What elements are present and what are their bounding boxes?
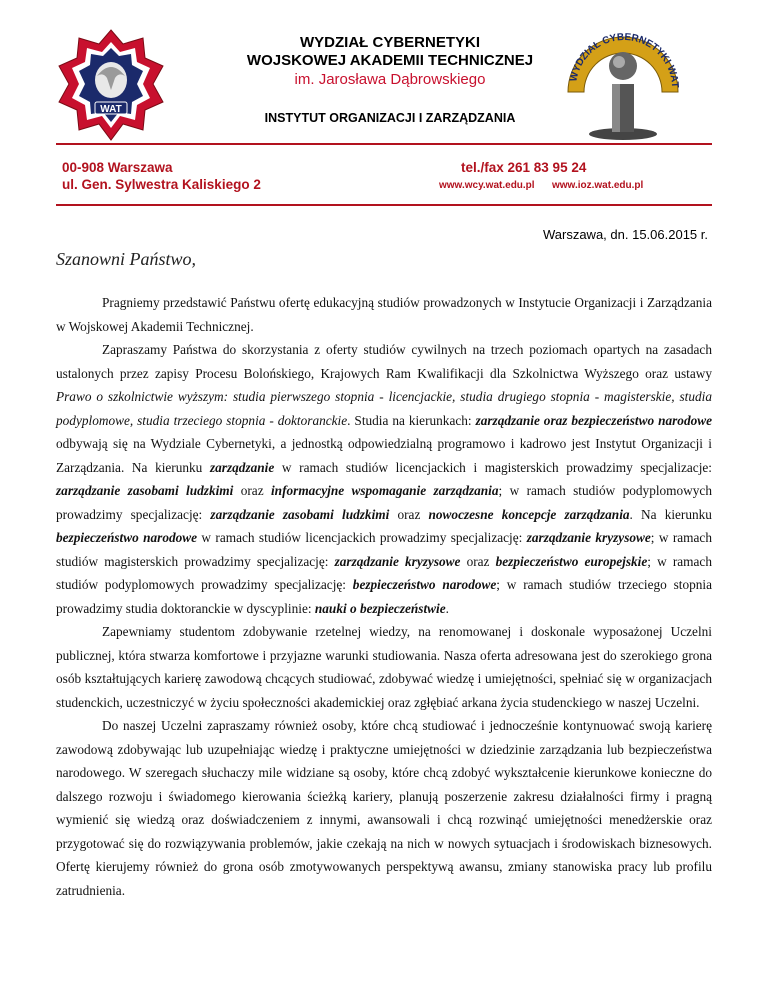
header-divider-top xyxy=(56,143,712,145)
paragraph-intro: Pragniemy przedstawić Państwu ofertę edukacyjną studiów prowadzonych w Instytucie Organizacji i Zarządzania w Wojskowej Akademii Technicznej. xyxy=(56,295,712,334)
logo-left-text: WAT xyxy=(100,104,122,115)
patron-name: im. Jarosława Dąbrowskiego xyxy=(294,71,486,88)
specialization: bezpieczeństwo narodowe xyxy=(352,577,497,592)
text-segment: . Studia na kierunkach: xyxy=(347,412,476,428)
specialization: zarządzanie kryzysowe xyxy=(334,553,461,569)
specialization: bezpieczeństwo europejskie xyxy=(495,553,648,569)
letter-body xyxy=(56,291,712,902)
text-segment: . xyxy=(445,600,449,616)
postal-address: 00-908 Warszawa xyxy=(62,160,173,175)
phone-fax: tel./fax 261 83 95 24 xyxy=(461,160,587,175)
text-segment: ; w ramach studiów trzeciego stopnia prowadzimy studia doktoranckie w dyscyplinie: xyxy=(56,577,712,616)
specialization: zarządzanie zasobami ludzkimi xyxy=(56,483,234,498)
field-of-study: bezpieczeństwo narodowe xyxy=(56,530,198,545)
text-segment: oraz xyxy=(233,483,271,498)
paragraph-offer xyxy=(56,338,712,620)
salutation: Szanowni Państwo, xyxy=(56,249,197,269)
text-segment: ; w ramach studiów podyplomowych prowadzimy specjalizację: xyxy=(56,553,712,592)
field-of-study: zarządzanie xyxy=(209,459,275,475)
text-segment: w ramach studiów licencjackich prowadzimy specjalizację: xyxy=(197,530,527,545)
cybernetics-faculty-logo xyxy=(558,22,688,142)
paragraph-benefits: Zapewniamy studentom zdobywanie rzetelnej wiedzy, na renomowanej i doskonale wyposażonej Uczelni publicznej, która stwarza komfortowe i przyjazne warunki studiowania. Nasza oferta adresowana jest do szerokiego grona osób kształtujących karierę zawodową chcących studiować, zdobywać wiedzę i umiejętności, spełniać się w organizacjach studenckich, uczestniczyć w życiu społeczności akademickiej oraz zgłębiać arkana życia studenckiego w naszej Uczelni. xyxy=(56,624,712,710)
text-segment: w ramach studiów licencjackich i magisterskich prowadzimy specjalizacje: xyxy=(274,459,713,475)
text-segment: . Na kierunku xyxy=(629,506,712,522)
field-of-study: bezpieczeństwo narodowe xyxy=(571,412,713,428)
paragraph-audience: Do naszej Uczelni zapraszamy również osoby, które chcą studiować i jednocześnie kontynuować swoją karierę zawodową zdobywając lub uzupełniając wiedzę i praktyczne umiejętności w dziedzinie zarządzania lub bezpieczeństwa narodowego. W szeregach słuchaczy mile widziane są osoby, które chcą zdobyć wykształcenie kierunkowe konieczne do dalszego rozwoju i świadomego kierowania ścieżką kariery, planują poszerzenie zakresu działalności firmy i pragną wymienić się wiedzą oraz doświadczeniem z innymi, awansowali i chcą rozwinąć umiejętności menedżerskie oraz przygotować się do rozwiązywania problemów, jakie czekają na nich w nowych sytuacjach i środowiskach biznesowych. Ofertę kierujemy również do grona osób zmotywowanych perspektywą awansu, zmiany stanowiska pracy lub profilu zatrudnienia. xyxy=(56,718,712,898)
header-divider-bottom xyxy=(56,204,712,206)
institute-name: INSTYTUT ORGANIZACJI I ZARZĄDZANIA xyxy=(264,111,516,125)
website-ioz: www.ioz.wat.edu.pl xyxy=(552,180,644,191)
text-segment: ; w ramach studiów magisterskich prowadzimy specjalizację: xyxy=(56,530,712,569)
text-segment: ; w ramach studiów podyplomowych prowadzimy specjalizację: xyxy=(56,483,712,522)
text-segment: oraz xyxy=(539,412,572,428)
text-segment: oraz xyxy=(389,506,429,522)
street-address: ul. Gen. Sylwestra Kaliskiego 2 xyxy=(62,177,261,192)
discipline: nauki o bezpieczeństwie xyxy=(314,600,446,616)
specialization: zarządzanie zasobami ludzkimi xyxy=(210,506,390,522)
field-of-study: zarządzanie xyxy=(475,412,540,428)
specialization: zarządzanie kryzysowe xyxy=(526,530,651,545)
logo-right-text: WYDZIAŁ CYBERNETYKI WAT xyxy=(568,31,681,89)
text-segment: oraz xyxy=(460,553,496,569)
specialization: nowoczesne koncepcje zarządzania xyxy=(428,506,630,522)
specialization: informacyjne wspomaganie zarządzania xyxy=(270,483,499,498)
text-segment: odbywają się na Wydziale Cybernetyki, a jednostką odpowiedzialną programowo i kadrowo jest Instytut Organizacji i Zarządzania. Na kierunku xyxy=(56,436,712,475)
text-segment: Zapraszamy Państwa do skorzystania z oferty studiów cywilnych na trzech poziomach opartych na zasadach ustalonych przez zapisy Procesu Bolońskiego, Krajowych Ram Kwalifikacji dla Szkolnictwa Wyższego oraz ustawy xyxy=(56,342,712,381)
faculty-name-line2: WOJSKOWEJ AKADEMII TECHNICZNEJ xyxy=(246,52,534,69)
law-title: Prawo o szkolnictwie wyższym: studia pierwszego stopnia - licencjackie, studia drugiego stopnia - magisterskie, studia podyplomowe, studia trzeciego stopnia - doktoranckie xyxy=(56,389,712,428)
faculty-name-line1: WYDZIAŁ CYBERNETYKI xyxy=(300,34,480,51)
website-wcy: www.wcy.wat.edu.pl xyxy=(439,180,535,191)
letter-date: Warszawa, dn. 15.06.2015 r. xyxy=(542,227,708,242)
